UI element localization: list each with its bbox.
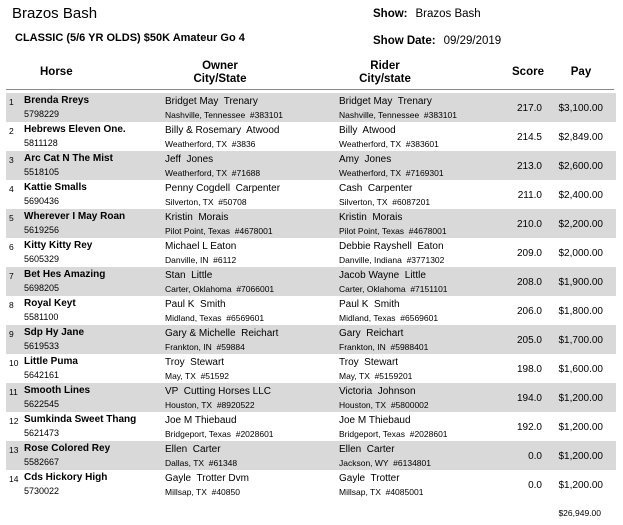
- rider-name: Bridget May Trenary: [339, 96, 432, 107]
- score-value: 211.0: [517, 190, 542, 201]
- table-row: [6, 470, 616, 499]
- registration-number: 5605329: [24, 254, 60, 264]
- total-payout: $26,949.00: [558, 508, 601, 518]
- rider-location: Silverton, TX #6087201: [339, 197, 431, 207]
- rider-location: Bridgeport, Texas #2028601: [339, 429, 448, 439]
- horse-name: Royal Keyt: [24, 298, 76, 309]
- score-value: 217.0: [516, 103, 542, 114]
- owner-location: Midland, Texas #6569601: [165, 313, 265, 323]
- date-label: Show Date:: [373, 35, 436, 47]
- owner-name: Kristin Morais: [165, 212, 229, 223]
- registration-number: 5811128: [24, 138, 58, 148]
- horse-name: Cds Hickory High: [24, 472, 108, 483]
- pay-amount: $1,800.00: [558, 306, 603, 317]
- column-header-owner: [170, 60, 270, 86]
- horse-name: Kitty Kitty Rey: [24, 240, 93, 251]
- horse-name: Hebrews Eleven One.: [24, 124, 126, 135]
- owner-location: Weatherford, TX #71688: [165, 168, 261, 178]
- pay-amount: $1,600.00: [558, 364, 603, 375]
- owner-name: Stan Little: [165, 270, 213, 281]
- date-info: [373, 35, 501, 47]
- rider-location: Carter, Oklahoma #7151101: [339, 284, 448, 294]
- owner-location: Bridgeport, Texas #2028601: [165, 429, 274, 439]
- show-info: [373, 8, 481, 20]
- table-row: [6, 209, 616, 238]
- owner-location: Weatherford, TX #3836: [165, 139, 256, 149]
- pay-amount: $1,700.00: [558, 335, 603, 346]
- table-row: [6, 93, 616, 122]
- table-row: [6, 296, 616, 325]
- horse-name: Brenda Rreys: [24, 95, 90, 106]
- header-divider: [6, 89, 614, 90]
- registration-number: 5621473: [24, 428, 60, 438]
- owner-location: Frankton, IN #59884: [165, 342, 245, 352]
- pay-amount: $2,200.00: [558, 219, 603, 230]
- score-value: 192.0: [516, 422, 542, 433]
- score-value: 214.5: [516, 132, 542, 143]
- pay-amount: $1,200.00: [558, 451, 603, 462]
- row-number: 9: [9, 329, 14, 339]
- score-value: 209.0: [516, 248, 542, 259]
- results-table: [6, 93, 616, 499]
- row-number: 6: [9, 242, 14, 252]
- rider-location: Houston, TX #5800002: [339, 400, 429, 410]
- owner-location: Danville, IN #6112: [165, 255, 237, 265]
- pay-amount: $2,400.00: [558, 190, 603, 201]
- score-value: 205.0: [516, 335, 542, 346]
- row-number: 12: [9, 416, 19, 426]
- registration-number: 5582667: [24, 457, 60, 467]
- owner-name: Billy & Rosemary Atwood: [165, 125, 280, 136]
- column-header-owner-line1: Owner: [202, 60, 238, 72]
- rider-name: Troy Stewart: [339, 357, 399, 368]
- registration-number: 5690436: [24, 196, 60, 206]
- rider-location: Midland, Texas #6569601: [339, 313, 439, 323]
- row-number: 3: [9, 155, 14, 165]
- row-number: 11: [9, 387, 18, 397]
- row-number: 10: [9, 358, 19, 368]
- horse-name: Arc Cat N The Mist: [24, 153, 113, 164]
- rider-name: Billy Atwood: [339, 125, 396, 136]
- table-row: [6, 122, 616, 151]
- rider-name: Jacob Wayne Little: [339, 270, 426, 281]
- owner-name: VP Cutting Horses LLC: [165, 386, 271, 397]
- pay-amount: $2,000.00: [558, 248, 603, 259]
- column-header-rider: [345, 60, 425, 86]
- row-number: 5: [9, 213, 14, 223]
- owner-name: Gayle Trotter Dvm: [165, 473, 249, 484]
- rider-location: Jackson, WY #6134801: [339, 458, 431, 468]
- rider-name: Gayle Trotter: [339, 473, 400, 484]
- pay-amount: $1,900.00: [558, 277, 603, 288]
- rider-name: Debbie Rayshell Eaton: [339, 241, 444, 252]
- owner-location: Nashville, Tennessee #383101: [165, 110, 283, 120]
- registration-number: 5730022: [24, 486, 60, 496]
- owner-location: Carter, Oklahoma #7066001: [165, 284, 275, 294]
- table-row: [6, 441, 616, 470]
- row-number: 4: [9, 184, 14, 194]
- rider-location: Nashville, Tennessee #383101: [339, 110, 457, 120]
- rider-location: Pilot Point, Texas #4678001: [339, 226, 447, 236]
- owner-name: Bridget May Trenary: [165, 96, 258, 107]
- row-number: 13: [9, 445, 19, 455]
- owner-name: Michael L Eaton: [165, 241, 237, 252]
- score-value: 194.0: [516, 393, 542, 404]
- horse-name: Kattie Smalls: [24, 182, 87, 193]
- owner-location: Silverton, TX #50708: [165, 197, 247, 207]
- owner-location: May, TX #51592: [165, 371, 229, 381]
- score-value: 0.0: [528, 451, 542, 462]
- score-value: 198.0: [516, 364, 542, 375]
- owner-name: Ellen Carter: [165, 444, 221, 455]
- owner-name: Paul K Smith: [165, 299, 226, 310]
- page-title: Brazos Bash: [12, 5, 98, 22]
- rider-name: Amy Jones: [339, 154, 392, 165]
- horse-name: Smooth Lines: [24, 385, 91, 396]
- owner-name: Troy Stewart: [165, 357, 225, 368]
- registration-number: 5581100: [24, 312, 59, 322]
- date-value: 09/29/2019: [443, 35, 502, 47]
- table-row: [6, 180, 616, 209]
- table-row: [6, 354, 616, 383]
- show-value: Brazos Bash: [415, 8, 481, 20]
- horse-name: Wherever I May Roan: [24, 211, 126, 222]
- pay-amount: $2,849.00: [558, 132, 603, 143]
- show-label: Show:: [373, 8, 408, 20]
- column-header-rider-line2: City/state: [359, 73, 411, 85]
- rider-name: Gary Reichart: [339, 328, 404, 339]
- rider-location: Millsap, TX #4085001: [339, 487, 424, 497]
- rider-name: Victoria Johnson: [339, 386, 416, 397]
- rider-name: Joe M Thiebaud: [339, 415, 411, 426]
- registration-number: 5619256: [24, 225, 60, 235]
- column-header-horse: Horse: [40, 66, 73, 78]
- rider-name: Paul K Smith: [339, 299, 400, 310]
- event-title: CLASSIC (5/6 YR OLDS) $50K Amateur Go 4: [15, 32, 245, 44]
- pay-amount: $1,200.00: [558, 422, 603, 433]
- table-row: [6, 383, 616, 412]
- column-header-pay: Pay: [570, 66, 592, 78]
- table-row: [6, 325, 616, 354]
- column-header-score: Score: [512, 66, 544, 78]
- horse-name: Little Puma: [24, 356, 78, 367]
- rider-name: Cash Carpenter: [339, 183, 413, 194]
- owner-name: Penny Cogdell Carpenter: [165, 183, 281, 194]
- column-header-owner-line2: City/State: [193, 73, 247, 85]
- owner-location: Pilot Point, Texas #4678001: [165, 226, 273, 236]
- score-value: 0.0: [528, 480, 542, 491]
- owner-name: Gary & Michelle Reichart: [165, 328, 279, 339]
- registration-number: 5518105: [24, 167, 60, 177]
- registration-number: 5798229: [24, 109, 60, 119]
- table-row: [6, 151, 616, 180]
- registration-number: 5698205: [24, 283, 60, 293]
- score-value: 208.0: [516, 277, 542, 288]
- pay-amount: $1,200.00: [558, 480, 603, 491]
- registration-number: 5622545: [24, 399, 60, 409]
- horse-name: Bet Hes Amazing: [24, 269, 106, 280]
- score-value: 213.0: [516, 161, 542, 172]
- row-number: 7: [9, 271, 14, 281]
- horse-name: Sdp Hy Jane: [24, 327, 85, 338]
- owner-location: Houston, TX #8920522: [165, 400, 255, 410]
- table-row: [6, 412, 616, 441]
- owner-name: Jeff Jones: [165, 154, 214, 165]
- owner-location: Millsap, TX #40850: [165, 487, 240, 497]
- owner-name: Joe M Thiebaud: [165, 415, 237, 426]
- score-value: 210.0: [516, 219, 542, 230]
- registration-number: 5619533: [24, 341, 60, 351]
- pay-amount: $3,100.00: [558, 103, 603, 114]
- owner-location: Dallas, TX #61348: [165, 458, 238, 468]
- column-header-rider-line1: Rider: [370, 60, 400, 72]
- row-number: 1: [9, 97, 14, 107]
- row-number: 14: [9, 474, 19, 484]
- rider-location: Danville, Indiana #3771302: [339, 255, 445, 265]
- rider-location: Weatherford, TX #383601: [339, 139, 439, 149]
- registration-number: 5642161: [24, 370, 60, 380]
- pay-amount: $1,200.00: [558, 393, 603, 404]
- table-row: [6, 267, 616, 296]
- rider-name: Ellen Carter: [339, 444, 395, 455]
- rider-location: Frankton, IN #5988401: [339, 342, 429, 352]
- row-number: 2: [9, 126, 14, 136]
- rider-location: May, TX #5159201: [339, 371, 413, 381]
- horse-name: Sumkinda Sweet Thang: [24, 414, 137, 425]
- table-row: [6, 238, 616, 267]
- row-number: 8: [9, 300, 14, 310]
- score-value: 206.0: [516, 306, 542, 317]
- horse-name: Rose Colored Rey: [24, 443, 111, 454]
- pay-amount: $2,600.00: [558, 161, 603, 172]
- rider-location: Weatherford, TX #7169301: [339, 168, 444, 178]
- rider-name: Kristin Morais: [339, 212, 403, 223]
